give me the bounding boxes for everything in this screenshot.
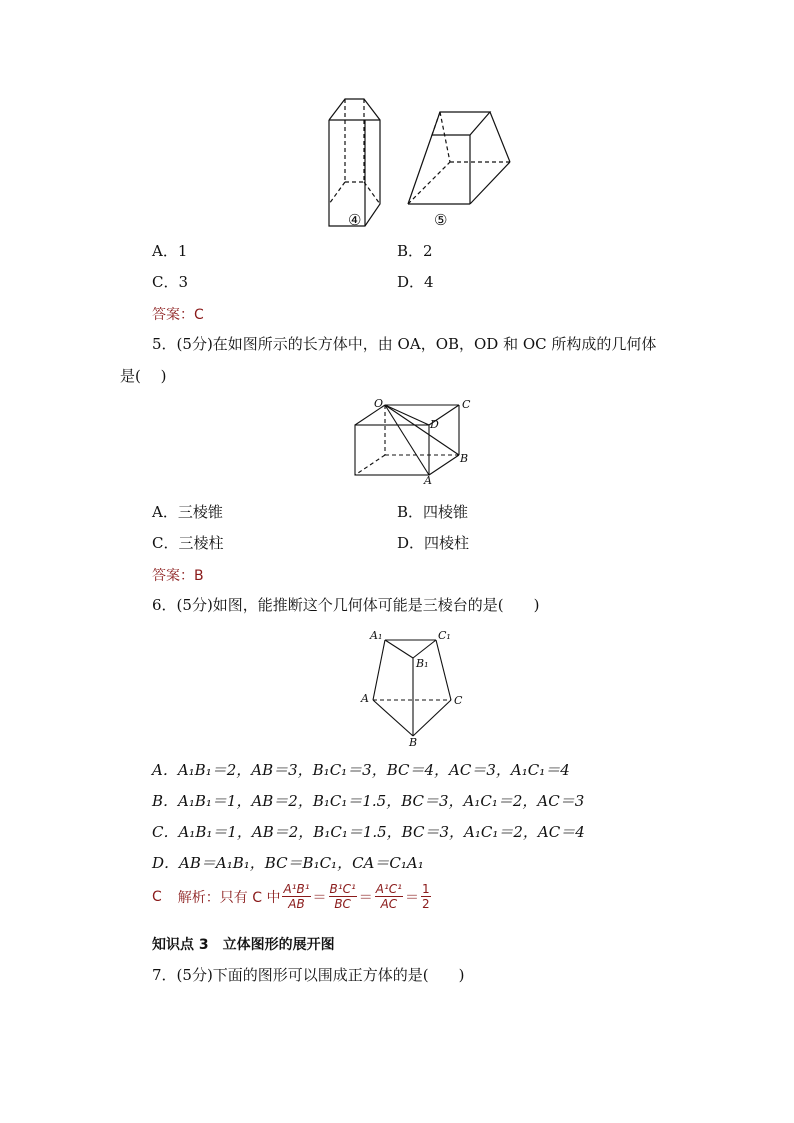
q6-option-b: B．A₁B₁＝1，AB＝2，B₁C₁＝1.5，BC＝3，A₁C₁＝2，AC＝3 [152, 792, 585, 810]
q6-label-b: B [409, 736, 418, 749]
q6-answer-explanation: 解析：只有 C 中 [177, 889, 281, 906]
q4-option-b: B．2 [397, 242, 433, 260]
q6-stem: 6．(5分)如图，能推断这个几何体可能是三棱台的是( ) [152, 596, 540, 614]
fraction-1-numerator: A¹B¹ [283, 882, 310, 896]
figure-4-label: ④ [348, 211, 362, 229]
q6-label-c: C [454, 694, 463, 707]
fraction-4-denominator: 2 [421, 897, 430, 911]
fraction-4-numerator: 1 [421, 882, 430, 896]
fraction-2-numerator: B¹C¹ [329, 882, 356, 896]
q6-label-b1: B₁ [416, 657, 429, 670]
q6-answer [152, 882, 431, 911]
q4-option-a: A．1 [152, 242, 188, 260]
q5-option-d: D．四棱柱 [397, 534, 470, 552]
q6-label-c1: C₁ [438, 629, 451, 642]
q6-answer-letter: C [152, 888, 162, 905]
q5-label-a: A [424, 474, 432, 487]
fraction-1-denominator: AB [288, 897, 305, 911]
q5-label-o: O [374, 397, 384, 410]
q7-stem: 7．(5分)下面的图形可以围成正方体的是( ) [152, 966, 465, 984]
fraction-3 [375, 882, 403, 911]
q4-option-d: D．4 [397, 273, 434, 291]
q6-option-d: D．AB＝A₁B₁，BC＝B₁C₁，CA＝C₁A₁ [152, 854, 424, 872]
q6-label-a: A [361, 692, 369, 705]
fraction-1 [282, 882, 310, 911]
fraction-4 [421, 882, 431, 911]
q5-stem-line1: 5．(5分)在如图所示的长方体中，由 OA，OB，OD 和 OC 所构成的几何体 [152, 335, 657, 353]
q4-answer: 答案：C [152, 307, 204, 323]
figure-5-label: ⑤ [434, 211, 448, 229]
q5-label-b: B [460, 452, 469, 465]
q5-label-d: D [430, 418, 439, 431]
equals-2: ＝ [358, 889, 373, 906]
q5-answer: 答案：B [152, 568, 204, 584]
fraction-2-denominator: BC [334, 897, 351, 911]
q5-option-b: B．四棱锥 [397, 503, 469, 521]
fraction-3-denominator: AC [380, 897, 398, 911]
q5-option-a: A．三棱锥 [152, 503, 223, 521]
q5-label-c: C [462, 398, 471, 411]
q5-stem-line2: 是( ) [120, 367, 167, 385]
q5-option-c: C．三棱柱 [152, 534, 224, 552]
q6-option-a: A．A₁B₁＝2，AB＝3，B₁C₁＝3，BC＝4，AC＝3，A₁C₁＝4 [152, 761, 570, 779]
fraction-2 [329, 882, 357, 911]
equals-1: ＝ [312, 889, 327, 906]
q6-label-a1: A₁ [370, 629, 383, 642]
equals-3: ＝ [404, 889, 419, 906]
q6-option-c: C．A₁B₁＝1，AB＝2，B₁C₁＝1.5，BC＝3，A₁C₁＝2，AC＝4 [152, 823, 585, 841]
q4-option-c: C．3 [152, 273, 189, 291]
section-heading: 知识点 3 立体图形的展开图 [152, 937, 335, 953]
fraction-3-numerator: A¹C¹ [375, 882, 402, 896]
